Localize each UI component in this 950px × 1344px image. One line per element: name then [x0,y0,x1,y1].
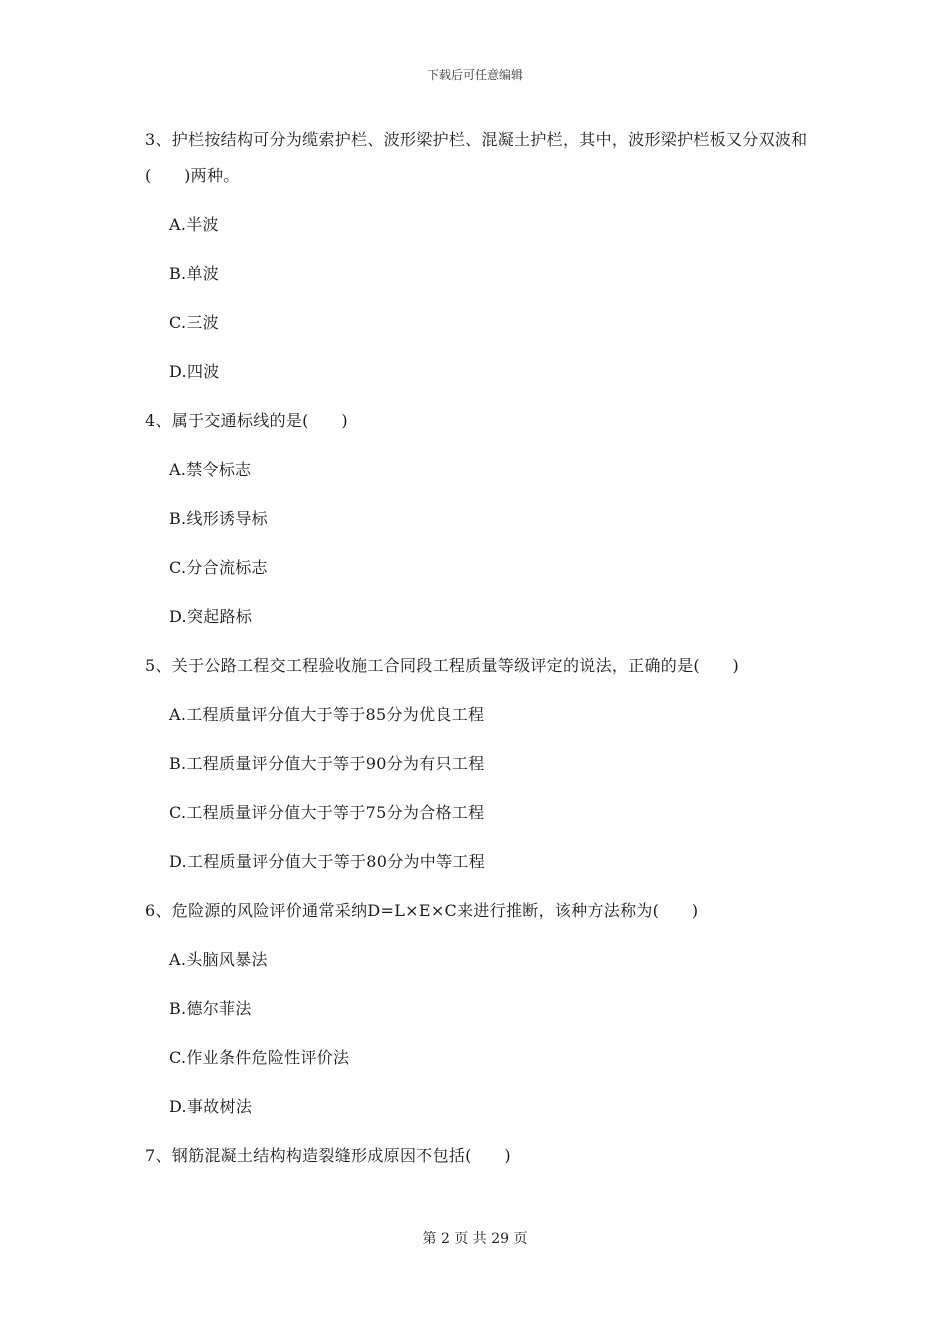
question-stem: 6、危险源的风险评价通常采纳D=L×E×C来进行推断，该种方法称为( ) [145,901,699,920]
option-b: B.线形诱导标 [169,509,268,528]
option-a: A.头脑风暴法 [169,950,268,969]
question-7 [145,1138,815,1174]
option-d: D.突起路标 [169,607,253,626]
option-d: D.事故树法 [169,1097,253,1116]
question-6 [145,893,815,1125]
option-c: C.三波 [169,313,219,332]
question-stem: 4、属于交通标线的是( ) [145,411,348,430]
page-header: 下载后可任意编辑 [426,68,523,82]
option-c: C.分合流标志 [169,558,268,577]
option-c: C.工程质量评分值大于等于75分为合格工程 [169,803,485,822]
option-c: C.作业条件危险性评价法 [169,1048,350,1067]
option-b: B.工程质量评分值大于等于90分为有只工程 [169,754,485,773]
option-a: A.禁令标志 [169,460,252,479]
page-footer: 第 2 页 共 29 页 [422,1231,528,1247]
question-stem: 7、钢筋混凝土结构构造裂缝形成原因不包括( ) [145,1146,511,1165]
option-a: A.半波 [169,215,219,234]
question-stem: 5、关于公路工程交工程验收施工合同段工程质量等级评定的说法，正确的是( ) [145,656,740,675]
question-3 [145,122,815,390]
option-d: D.工程质量评分值大于等于80分为中等工程 [169,852,486,871]
option-b: B.单波 [169,264,220,283]
question-5 [145,648,815,880]
option-a: A.工程质量评分值大于等于85分为优良工程 [169,705,485,724]
question-stem: 3、护栏按结构可分为缆索护栏、波形梁护栏、混凝土护栏，其中，波形梁护栏板又分双波和( )两种。 [145,130,808,185]
option-b: B.德尔菲法 [169,999,252,1018]
question-4 [145,403,815,635]
question-list [145,122,815,1187]
option-d: D.四波 [169,362,220,381]
